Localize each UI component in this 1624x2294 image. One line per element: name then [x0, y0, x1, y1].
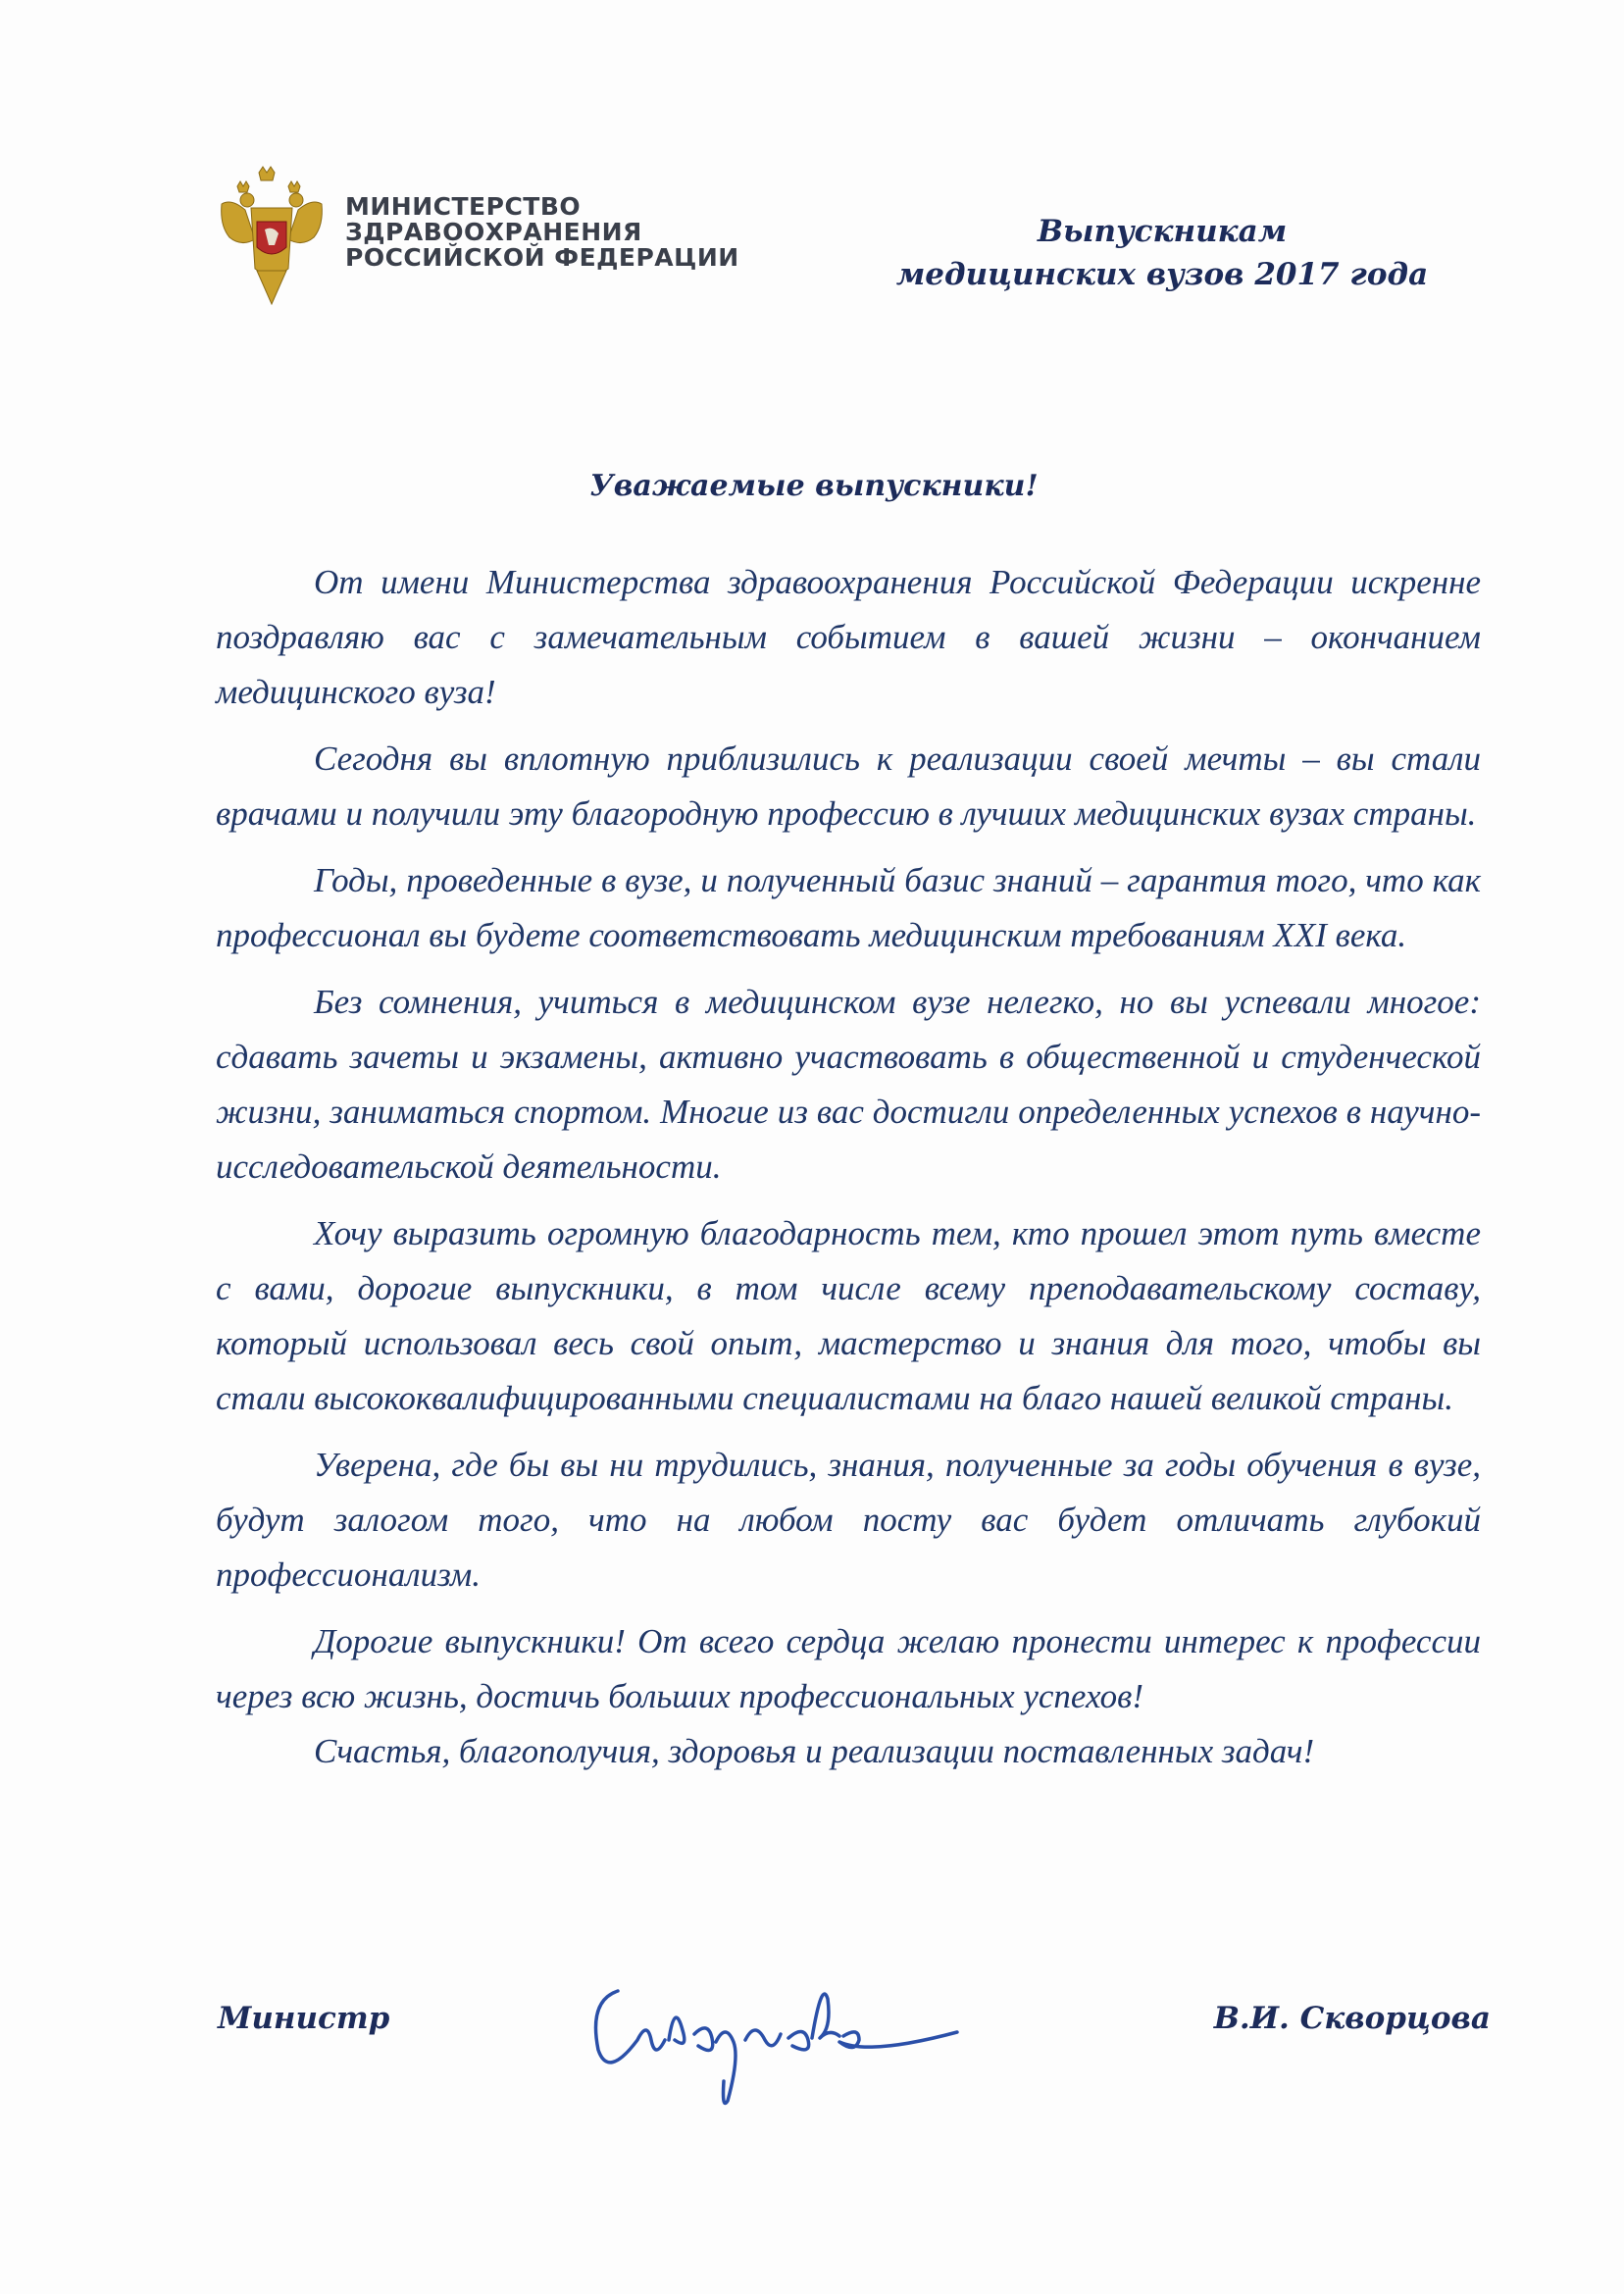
paragraph-gratitude: Хочу выразить огромную благодарность тем, кто прошел этот путь вместе с вами, дорогие выпускники, в том числе всему преподавательскому составу, который использовал весь свой опыт, мастерство и знания для того, чтобы вы стали высококвалифицированными специалистами на благо нашей великой страны.	[216, 1214, 1481, 1417]
addressee-line-1: Выпускникам	[1037, 214, 1288, 249]
ministry-name	[345, 194, 739, 271]
paragraph-closing: Счастья, благополучия, здоровья и реализации поставленных задач!	[314, 1732, 1315, 1770]
paragraph-dream: Сегодня вы вплотную приблизились к реализации своей мечты – вы стали врачами и получили эту благородную профессию в лучших медицинских вузах страны.	[216, 739, 1481, 833]
paragraph-professionalism: Уверена, где бы вы ни трудились, знания, полученные за годы обучения в вузе, будут залогом того, что на любом посту вас будет отличать глубокий профессионализм.	[216, 1446, 1481, 1594]
ministry-line-2: ЗДРАВООХРАНЕНИЯ	[345, 218, 642, 246]
signatory-name: В.И. Скворцова	[1213, 2001, 1491, 2036]
paragraph-knowledge: Годы, проведенные в вузе, и полученный базис знаний – гарантия того, что как профессионал вы будете соответствовать медицинским требованиям XXI века.	[216, 861, 1481, 954]
addressee	[863, 210, 1461, 296]
paragraph-wishes: Дорогие выпускники! От всего сердца желаю пронести интерес к профессии через всю жизнь, достичь больших профессиональных успехов!	[216, 1622, 1481, 1715]
letter-body	[216, 555, 1481, 1791]
handwritten-signature	[579, 1952, 1010, 2109]
coat-of-arms-icon	[208, 165, 335, 312]
greeting-heading: Уважаемые выпускники!	[589, 469, 1039, 503]
paragraph-achievements: Без сомнения, учиться в медицинском вузе нелегко, но вы успевали многое: сдавать зачеты и экзамены, активно участвовать в общественной и студенческой жизни, заниматься спортом. Многие из вас достигли определенных успехов в научно-исследовательской деятельности.	[216, 983, 1481, 1186]
ministry-line-1: МИНИСТЕРСТВО	[345, 192, 582, 221]
signatory-role: Министр	[218, 2001, 390, 2036]
ministry-line-3: РОССИЙСКОЙ ФЕДЕРАЦИИ	[345, 243, 739, 272]
paragraph-congratulations: От имени Министерства здравоохранения Российской Федерации искренне поздравляю вас с замечательным событием в вашей жизни – окончанием медицинского вуза!	[216, 563, 1481, 711]
addressee-line-2: медицинских вузов 2017 года	[895, 257, 1429, 292]
